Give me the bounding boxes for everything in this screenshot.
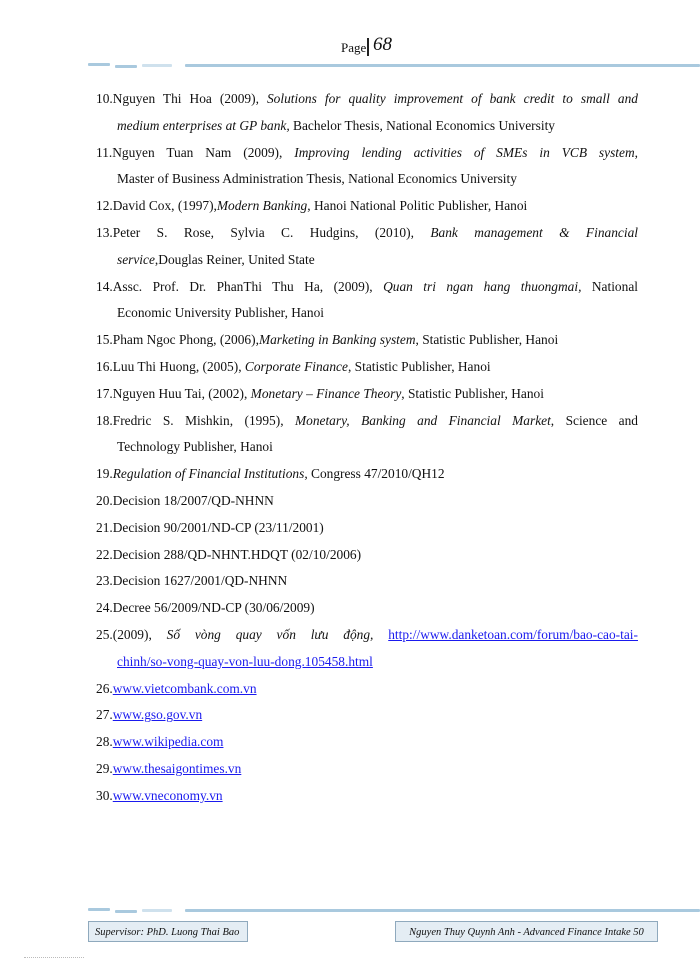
reference-text: , Statistic Publisher, Hanoi [347, 358, 491, 374]
page-header [0, 34, 700, 58]
reference-number: 25. [96, 626, 113, 642]
reference-text: , Congress 47/2010/QH12 [304, 466, 445, 482]
reference-text: Decision 1627/2001/QD-NHNN [112, 573, 288, 589]
author-label: Nguyen Thuy Quynh Anh - Advanced Finance Intake 50 [395, 921, 658, 942]
reference-item [96, 702, 638, 729]
reference-item [96, 729, 638, 756]
page-label: Page [341, 40, 367, 55]
reference-number: 30. [96, 787, 113, 803]
reference-number: 27. [96, 707, 113, 723]
reference-item [96, 274, 638, 328]
reference-title: Corporate Finance [244, 358, 348, 374]
reference-text: , Statistic Publisher, Hanoi [401, 385, 544, 401]
reference-item [96, 676, 638, 703]
reference-text: ,Douglas Reiner, United State [154, 251, 315, 267]
reference-title: Quan tri ngan hang thuongmai, [383, 278, 582, 294]
reference-text: Economic University Publisher, Hanoi [117, 305, 324, 321]
reference-link[interactable]: www.vietcombank.com.vn [112, 680, 257, 696]
reference-text: (2009), [112, 626, 167, 642]
footer-decoration [0, 906, 700, 914]
reference-title: Solutions for quality improvement of bank credit to small and [266, 91, 638, 106]
reference-item [96, 86, 638, 140]
reference-title: Marketing in Banking system [258, 332, 416, 348]
reference-item [96, 622, 638, 676]
reference-item [96, 783, 638, 810]
reference-text: Decision 18/2007/QD-NHNN [112, 492, 274, 508]
reference-text: Peter S. Rose, Sylvia C. Hudgins, (2010), [112, 224, 431, 240]
reference-title: service [117, 251, 155, 267]
reference-text: National [581, 278, 638, 294]
reference-item [96, 381, 638, 408]
reference-item [96, 595, 638, 622]
reference-number: 20. [96, 492, 113, 508]
reference-title: Modern Banking [216, 198, 308, 214]
reference-text: , [634, 144, 638, 160]
reference-text: Luu Thi Huong, (2005), [112, 358, 245, 374]
reference-item [96, 515, 638, 542]
reference-link[interactable]: www.gso.gov.vn [112, 707, 203, 723]
reference-item [96, 193, 638, 220]
reference-text: Fredric S. Mishkin, (1995), [112, 412, 295, 428]
reference-number: 24. [96, 600, 113, 616]
reference-number: 26. [96, 680, 113, 696]
reference-item [96, 327, 638, 354]
reference-text: Nguyen Thi Hoa (2009), [112, 91, 267, 106]
reference-link[interactable]: chinh/so-vong-quay-von-luu-dong.105458.html [117, 653, 373, 669]
page-number: 68 [373, 34, 392, 55]
reference-number: 15. [96, 332, 113, 348]
reference-text: Assc. Prof. Dr. PhanThi Thu Ha, (2009), [112, 278, 384, 294]
reference-item [96, 220, 638, 274]
reference-text: Decision 90/2001/ND-CP (23/11/2001) [112, 519, 324, 535]
header-decoration [0, 62, 700, 70]
corner-dots [24, 957, 84, 959]
reference-text: Nguyen Tuan Nam (2009), [112, 144, 295, 160]
reference-title: Monetary, Banking and Financial Market [294, 412, 551, 428]
reference-number: 22. [96, 546, 113, 562]
reference-number: 14. [96, 278, 113, 294]
reference-number: 18. [96, 412, 113, 428]
reference-text: Technology Publisher, Hanoi [117, 439, 273, 455]
reference-number: 19. [96, 466, 113, 482]
reference-text: Master of Business Administration Thesis, National Economics University [117, 171, 517, 187]
reference-text: , Statistic Publisher, Hanoi [415, 332, 559, 348]
reference-title: Số vòng quay vốn lưu động, [166, 626, 374, 642]
reference-text: David Cox, (1997), [112, 198, 217, 214]
reference-item [96, 568, 638, 595]
reference-number: 21. [96, 519, 113, 535]
reference-text: Bachelor Thesis, National Economics University [289, 117, 555, 133]
reference-number: 10. [96, 91, 113, 106]
reference-text: Decree 56/2009/ND-CP (30/06/2009) [112, 600, 315, 616]
reference-title: Regulation of Financial Institutions [112, 466, 305, 482]
reference-link[interactable]: http://www.danketoan.com/forum/bao-cao-tai- [388, 626, 638, 642]
reference-number: 11. [96, 144, 113, 160]
reference-item [96, 488, 638, 515]
reference-item [96, 461, 638, 488]
reference-link[interactable]: www.vneconomy.vn [112, 787, 223, 803]
reference-text [373, 627, 388, 642]
reference-title: Monetary – Finance Theory [250, 385, 402, 401]
reference-item [96, 354, 638, 381]
reference-text: , Science and [550, 412, 638, 428]
reference-text: Nguyen Huu Tai, (2002), [112, 385, 251, 401]
reference-text: , Hanoi National Politic Publisher, Hanoi [307, 198, 528, 214]
reference-link[interactable]: www.wikipedia.com [112, 734, 224, 750]
reference-item [96, 542, 638, 569]
reference-number: 13. [96, 224, 113, 240]
reference-item [96, 408, 638, 462]
reference-title: medium enterprises at GP bank, [117, 117, 290, 133]
reference-item [96, 756, 638, 783]
reference-number: 29. [96, 760, 113, 776]
reference-list [96, 86, 638, 810]
reference-text: Pham Ngoc Phong, (2006), [112, 332, 259, 348]
reference-link[interactable]: www.thesaigontimes.vn [112, 760, 242, 776]
reference-number: 16. [96, 358, 113, 374]
supervisor-label: Supervisor: PhD. Luong Thai Bao [88, 921, 248, 942]
reference-title: Improving lending activities of SMEs in VCB system [294, 144, 635, 160]
reference-number: 23. [96, 573, 113, 589]
reference-number: 17. [96, 385, 113, 401]
reference-item [96, 140, 638, 194]
reference-number: 28. [96, 734, 113, 750]
reference-number: 12. [96, 198, 113, 214]
reference-text: Decision 288/QD-NHNT.HDQT (02/10/2006) [112, 546, 362, 562]
page-divider [367, 38, 369, 56]
reference-title: Bank management & Financial [430, 224, 638, 240]
